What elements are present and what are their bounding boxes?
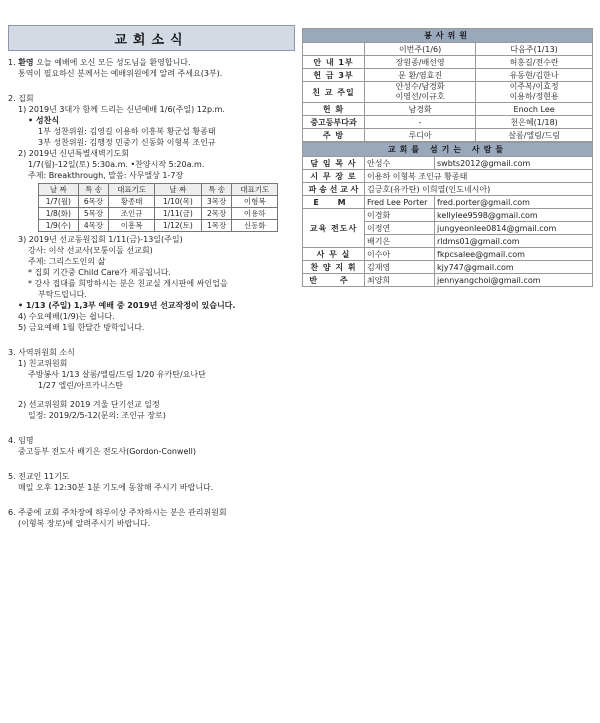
col-header: 날 짜 (154, 184, 201, 196)
dawn-prayer-theme: 주제: Breakthrough, 말씀: 사무엘상 1-7장 (28, 171, 184, 180)
cell: 이용하 (232, 208, 278, 220)
cell: 4목장 (78, 220, 109, 232)
row-label: 중고등부다과 (303, 116, 365, 129)
cell: 1/10(목) (154, 196, 201, 208)
appointment-heading: 4. 임명 (8, 436, 34, 445)
cell: 조인규 (109, 208, 154, 220)
table-row (39, 196, 278, 208)
fellowship-committee: 1) 친교위원회 (18, 359, 68, 368)
section-meetings (8, 93, 295, 333)
mission-speaker: 강사: 이삭 선교사(모퉁이돌 선교회) (28, 246, 153, 255)
row-label: 주 방 (303, 129, 365, 142)
prayer-text: 매일 오후 12:30분 1분 기도에 동참해 주시기 바랍니다. (18, 483, 214, 492)
cell: 1/7(월) (39, 196, 79, 208)
table-row (303, 43, 593, 56)
cell: 5목장 (78, 208, 109, 220)
row-label: 친 교 주일 (303, 82, 365, 103)
staff-name: 김긍호(유카탄) 이희열(인도네시아) (365, 183, 593, 196)
cell: 2목장 (201, 208, 232, 220)
cell: 황종태 (109, 196, 154, 208)
cell-line: 안성수/남경화 (395, 82, 445, 91)
wednesday-service: 4) 수요예배(1/9)는 쉽니다. (18, 312, 115, 321)
staff-name: 이정연 (365, 222, 435, 235)
row-label: 파 송 선 교 사 (303, 183, 365, 196)
cell (365, 82, 476, 103)
cell: 유동현/김한나 (476, 69, 593, 82)
cell: 살롬/엘림/드림 (476, 129, 593, 142)
table-row (303, 183, 593, 196)
section-prayer (8, 471, 295, 493)
cell: 3목장 (201, 196, 232, 208)
row-label: E M (303, 196, 365, 209)
col-header: 대표기도 (232, 184, 278, 196)
welcome-line2: 통역이 필요하신 분께서는 예배위원에게 알려 주세요(3부). (18, 69, 223, 78)
communion-1st: 1부 성찬위원: 김영길 이용하 이흥복 황군섭 황종태 (38, 127, 216, 136)
table-row (303, 157, 593, 170)
row-label: 찬 양 지 휘 (303, 261, 365, 274)
parking-text-cont: (이형복 장로)에 알려주시기 바랍니다. (18, 519, 151, 528)
prayer-schedule-table (38, 183, 278, 232)
cell: 이흥복 (109, 220, 154, 232)
table-row (303, 56, 593, 69)
staff-email: jennyangchoi@gmail.com (435, 274, 593, 287)
friday-service: 5) 금요예배 1월 한달간 방학입니다. (18, 323, 145, 332)
table-row (303, 274, 593, 287)
cell: - (365, 116, 476, 129)
table-row (303, 82, 593, 103)
newyear-service: 1) 2019년 3대가 함께 드리는 신년예배 1/6(주일) 12p.m. (18, 105, 225, 114)
child-care-note: * 집회 기간중 Child Care가 제공됩니다. (28, 268, 171, 277)
cell (476, 82, 593, 103)
staff-name: 최양희 (365, 274, 435, 287)
table-row (303, 103, 593, 116)
table-header-row (39, 184, 278, 196)
mission-pledge: • 1/13 (주일) 1,3부 예배 중 2019년 선교작정이 있습니다. (18, 301, 236, 310)
cell-line: 이용하/정현용 (509, 92, 559, 101)
news-column (8, 25, 295, 529)
cell-line: 이주복/이효정 (509, 82, 559, 91)
staff-name: 김재영 (365, 261, 435, 274)
mission-schedule: 일정: 2019/2/5-12(문의: 조인규 장로) (28, 411, 166, 420)
cell: 문 환/염효진 (365, 69, 476, 82)
host-note-cont: 부탁드립니다. (38, 290, 87, 299)
col-header: 날 짜 (39, 184, 79, 196)
staff-email: fkpcsalee@gmail.com (435, 248, 593, 261)
col-header: 특 송 (78, 184, 109, 196)
staff-name: 배기은 (365, 235, 435, 248)
row-label: 반 주 (303, 274, 365, 287)
staff-name: 안성수 (365, 157, 435, 170)
service-header: 봉사위원 (303, 29, 593, 43)
welcome-heading: 환영 (18, 58, 34, 67)
staff-email: kjy747@gmail.com (435, 261, 593, 274)
cell: 1/12(토) (154, 220, 201, 232)
service-table (302, 28, 593, 142)
welcome-text: 오늘 예배에 오신 모든 성도님을 환영합니다. (36, 58, 191, 67)
host-note: * 강사 접대를 희망하시는 분은 친교실 게시판에 싸인업을 (28, 279, 228, 288)
cell: 6목장 (78, 196, 109, 208)
table-row (303, 196, 593, 209)
staff-name: Fred Lee Porter (365, 196, 435, 209)
row-label: 담 임 목 사 (303, 157, 365, 170)
table-row (303, 69, 593, 82)
parking-text: 6. 주중에 교회 주차장에 하루이상 주차하시는 분은 관리위원회 (8, 508, 227, 517)
row-label: 시 무 장 로 (303, 170, 365, 183)
col-header: 대표기도 (109, 184, 154, 196)
ministry-heading: 3. 사역위원회 소식 (8, 348, 75, 357)
appointment-text: 중고등부 전도사 배기은 전도사(Gordon-Conwell) (18, 447, 196, 456)
kitchen-service-cont: 1/27 엘린/아프카니스탄 (38, 381, 124, 390)
staff-email: jungyeonlee0814@gmail.com (435, 222, 593, 235)
row-label: 사 무 실 (303, 248, 365, 261)
cell: 이형복 (232, 196, 278, 208)
cell: Enoch Lee (476, 103, 593, 116)
table-row (303, 170, 593, 183)
section-parking (8, 507, 295, 529)
service-column (302, 28, 593, 287)
cell: 1/9(수) (39, 220, 79, 232)
communion-heading: • 성찬식 (28, 116, 60, 125)
table-row (303, 209, 593, 222)
cell: 남경화 (365, 103, 476, 116)
prayer-heading: 5. 전교인 11기도 (8, 472, 70, 481)
cell: 1/8(화) (39, 208, 79, 220)
table-row (39, 220, 278, 232)
cell: 천은혜(1/18) (476, 116, 593, 129)
mission-committee: 2) 선교위원회 2019 겨울 단기선교 일정 (18, 400, 160, 409)
section-welcome (8, 57, 295, 79)
section-ministry (8, 347, 295, 421)
cell-line: 이영선/이규호 (395, 92, 445, 101)
mission-conference: 3) 2019년 선교동원집회 1/11(금)-13일(주일) (18, 235, 183, 244)
staff-header: 교회를 섬기는 사람들 (303, 143, 593, 157)
table-row (303, 116, 593, 129)
cell: 장원종/배선영 (365, 56, 476, 69)
col-header: 특 송 (201, 184, 232, 196)
cell: 1/11(금) (154, 208, 201, 220)
next-week-header: 다음주(1/13) (476, 43, 593, 56)
section-appointment (8, 435, 295, 457)
staff-email: kellylee9598@gmail.com (435, 209, 593, 222)
cell: 신동화 (232, 220, 278, 232)
cell: 루디아 (365, 129, 476, 142)
communion-3rd: 3부 성찬위원: 김행정 민중기 신동화 이형복 조인규 (38, 138, 216, 147)
table-row (303, 129, 593, 142)
table-row (39, 208, 278, 220)
staff-name: 이용하 이형복 조인규 황종태 (365, 170, 593, 183)
staff-table (302, 142, 593, 287)
row-label: 안 내 1부 (303, 56, 365, 69)
staff-name: 이경화 (365, 209, 435, 222)
staff-email: rldms01@gmail.com (435, 235, 593, 248)
staff-email: swbts2012@gmail.com (435, 157, 593, 170)
cell: 1목장 (201, 220, 232, 232)
table-row (303, 261, 593, 274)
staff-email: fred.porter@gmail.com (435, 196, 593, 209)
item-number: 1. (8, 58, 16, 67)
this-week-header: 이번주(1/6) (365, 43, 476, 56)
row-label: 교육 전도사 (303, 209, 365, 248)
meetings-heading: 2. 집회 (8, 94, 34, 103)
kitchen-service: 주방봉사 1/13 살롬/엘림/드림 1/20 유카탄/요나단 (28, 370, 206, 379)
row-label: 헌 금 3부 (303, 69, 365, 82)
page-title: 교회소식 (8, 25, 295, 51)
table-row (303, 248, 593, 261)
mission-theme: 주제: 그리스도인의 삶 (28, 257, 106, 266)
staff-name: 이수아 (365, 248, 435, 261)
row-label: 헌 화 (303, 103, 365, 116)
cell: 허홍길/전수란 (476, 56, 593, 69)
dawn-prayer-time: 1/7(월)-12일(토) 5:30a.m. •찬양시작 5:20a.m. (28, 160, 205, 169)
dawn-prayer: 2) 2019년 신년특별새벽기도회 (18, 149, 129, 158)
